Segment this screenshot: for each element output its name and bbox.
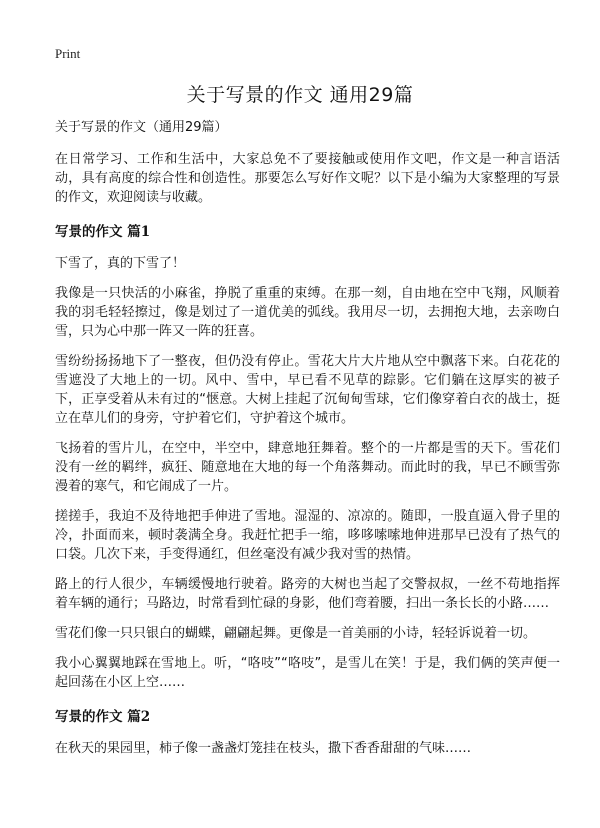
article-subtitle: 关于写景的作文（通用29篇） (55, 120, 228, 135)
section-heading: 写景的作文 篇2 (55, 709, 151, 725)
paragraph: 搓搓手，我迫不及待地把手伸进了雪地。湿湿的、凉凉的。随即，一股直逼入骨子里的冷，扑面而来，顿时袭满全身。我赶忙把手一缩，哆哆嗦嗦地伸进那早已没有了热气的口袋。几次下来，手变得通红，但丝毫没有减少我对雪的热情。 (55, 509, 560, 562)
paragraph: 我小心翼翼地踩在雪地上。听，“咯吱”“咯吱”，是雪儿在笑！于是，我们俩的笑声便一起回荡在小区上空…… (55, 656, 560, 690)
paragraph: 我像是一只快活的小麻雀，挣脱了重重的束缚。在那一刻，自由地在空中飞翔，风顺着我的羽毛轻轻擦过，像是划过了一道优美的弧线。我用尽一切，去拥抱大地，去亲吻白雪，只为心中那一阵又一阵的狂喜。 (55, 286, 560, 339)
article-body (55, 118, 560, 769)
intro-paragraph: 在日常学习、工作和生活中，大家总免不了要接触或使用作文吧，作文是一种言语活动，具有高度的综合性和创造性。那要怎么写好作文呢？以下是小编为大家整理的写景的作文，欢迎阅读与收藏。 (55, 152, 560, 205)
paragraph: 雪花们像一只只银白的蝴蝶，翩翩起舞。更像是一首美丽的小诗，轻轻诉说着一切。 (55, 626, 537, 641)
paragraph: 在秋天的果园里，柿子像一盏盏灯笼挂在枝头，撒下香香甜甜的气味…… (55, 741, 472, 756)
page-title: 关于写景的作文 通用29篇 (186, 84, 414, 106)
paragraph: 飞扬着的雪片儿，在空中，半空中，肆意地狂舞着。整个的一片都是雪的天下。雪花们没有一丝的羁绊，疯狂、随意地在大地的每一个角落舞动。而此时的我，早已不顾雪弥漫着的寒气，和它闹成了一片。 (55, 441, 560, 494)
print-link[interactable]: Print (55, 46, 81, 61)
paragraph: 下雪了，真的下雪了！ (55, 256, 186, 271)
paragraph: 路上的行人很少，车辆缓慢地行驶着。路旁的大树也当起了交警叔叔，一丝不苟地指挥着车辆的通行；马路边，时常看到忙碌的身影，他们弯着腰，扫出一条长长的小路…… (55, 577, 560, 611)
section-heading: 写景的作文 篇1 (55, 224, 151, 240)
paragraph: 雪纷纷扬扬地下了一整夜，但仍没有停止。雪花大片大片地从空中飘落下来。白花花的雪遮没了大地上的一切。风中、雪中，早已看不见草的踪影。它们躺在这厚实的被子下，正享受着从未有过的“惬意。大树上挂起了沉甸甸雪球，它们像穿着白衣的战士，挺立在草儿们的身旁，守护着它们，守护着这个城市。 (55, 354, 560, 426)
